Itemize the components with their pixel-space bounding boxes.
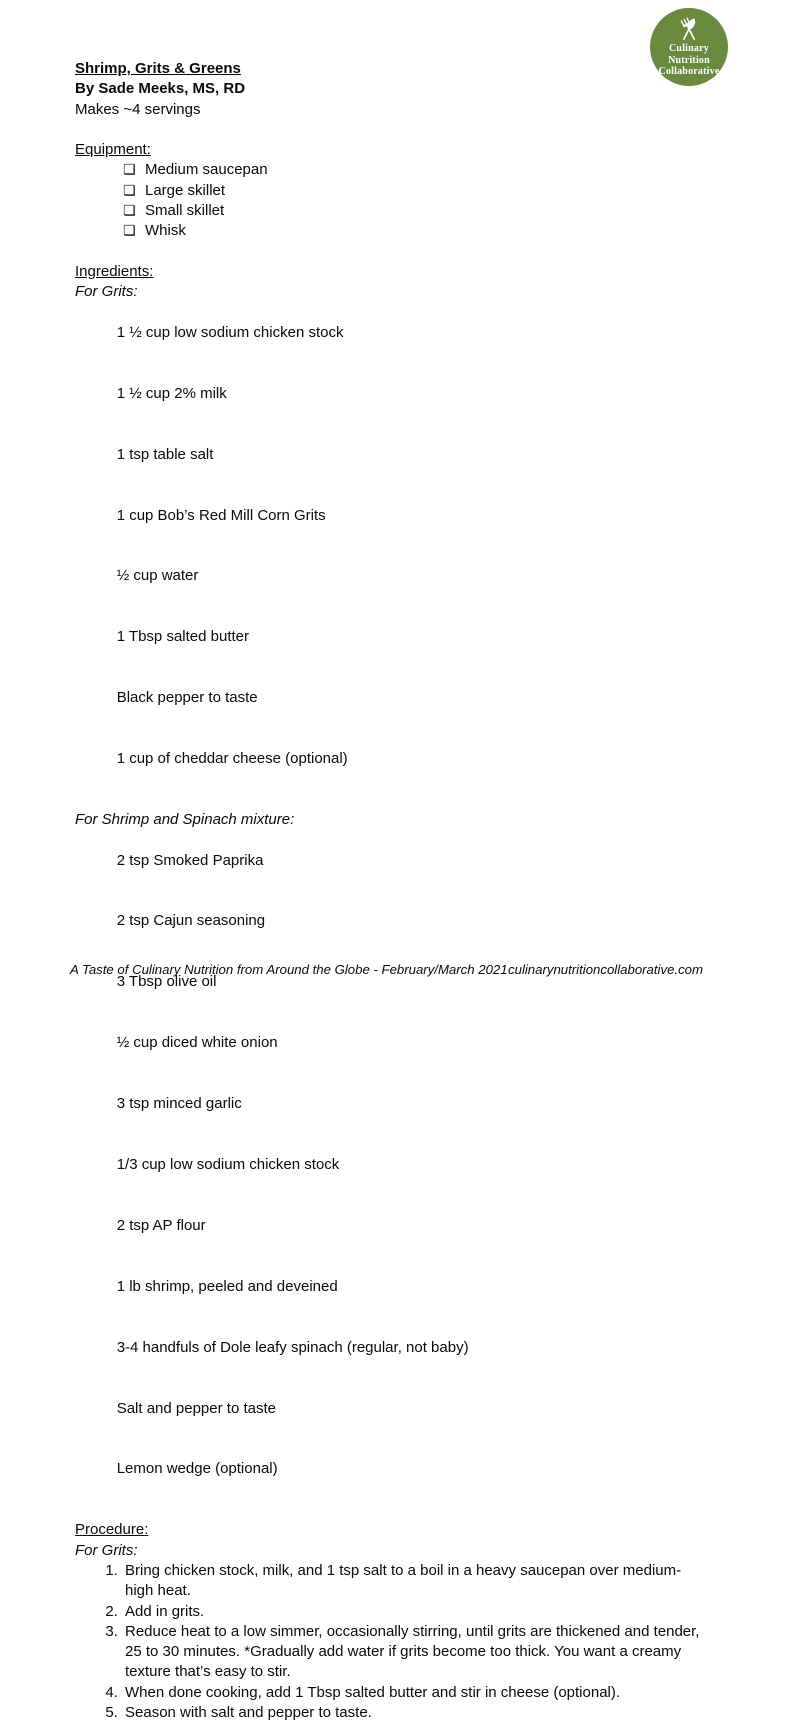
checkbox-icon: ❏ — [123, 182, 136, 199]
footer-website-url: culinarynutritioncollaborative.com — [508, 962, 703, 977]
page-footer — [70, 961, 703, 978]
procedure-step-text: Reduce heat to a low simmer, occasionally stirring, until grits are thickened and tender, 25 to 30 minutes. *Gradually add water if grits become too thick. You want a creamy texture that’s easy to stir. — [125, 1622, 700, 1681]
ingredient-text: ½ cup water — [116, 567, 199, 585]
ingredient-text: ½ cup diced white onion — [116, 1034, 278, 1052]
ingredients-shrimp-list — [75, 830, 703, 1500]
equipment-item — [75, 160, 703, 180]
footer-newsletter-title: A Taste of Culinary Nutrition from Around the Globe - February/March 2021 — [70, 962, 508, 977]
equipment-list — [75, 160, 703, 241]
ingredients-shrimp-subheading: For Shrimp and Spinach mixture: — [75, 810, 295, 828]
ingredients-heading: Ingredients: — [75, 262, 154, 280]
procedure-step — [122, 1683, 703, 1703]
equipment-heading: Equipment: — [75, 141, 151, 159]
procedure-heading: Procedure: — [75, 1521, 149, 1539]
procedure-step-text: Bring chicken stock, milk, and 1 tsp salt to a boil in a heavy saucepan over medium-high heat. — [125, 1561, 682, 1600]
equipment-item-label: Medium saucepan — [145, 161, 268, 179]
procedure-subheading: For Grits: — [75, 1541, 138, 1559]
ingredient-text: 2 tsp Cajun seasoning — [116, 912, 266, 930]
ingredient-text: 1 cup Bob’s Red Mill Corn Grits — [116, 506, 326, 524]
procedure-step — [122, 1602, 703, 1622]
ingredient-item — [75, 1135, 703, 1196]
ingredient-text: 1 cup of cheddar cheese (optional) — [116, 750, 348, 768]
equipment-item — [75, 201, 703, 221]
recipe-servings: Makes ~4 servings — [75, 100, 201, 118]
logo-text-line: Culinary — [669, 43, 709, 54]
ingredient-item — [75, 546, 703, 607]
procedure-step-text: When done cooking, add 1 Tbsp salted butter and stir in cheese (optional). — [125, 1683, 621, 1701]
checkbox-icon: ❏ — [123, 203, 136, 220]
ingredient-item — [75, 1074, 703, 1135]
procedure-step-text: Season with salt and pepper to taste. — [125, 1704, 372, 1722]
ingredient-item — [75, 485, 703, 546]
procedure-steps-list — [75, 1561, 703, 1723]
ingredient-item — [75, 424, 703, 485]
ingredient-text: 1 ½ cup 2% milk — [116, 384, 227, 402]
ingredients-grits-list — [75, 303, 703, 790]
ingredient-item — [75, 363, 703, 424]
ingredient-item — [75, 303, 703, 364]
ingredient-text: 1/3 cup low sodium chicken stock — [116, 1156, 340, 1174]
ingredient-text: 1 Tbsp salted butter — [116, 628, 249, 646]
ingredient-item — [75, 830, 703, 891]
ingredient-text: 1 lb shrimp, peeled and deveined — [116, 1277, 338, 1295]
equipment-item-label: Large skillet — [145, 181, 226, 199]
ingredient-item — [75, 891, 703, 952]
ingredient-text: Black pepper to taste — [116, 689, 258, 707]
ingredient-item — [75, 1013, 703, 1074]
equipment-item — [75, 221, 703, 241]
ingredients-grits-subheading: For Grits: — [75, 283, 138, 301]
ingredient-text: 3 Tbsp olive oil — [116, 973, 217, 991]
ingredient-text: 2 tsp Smoked Paprika — [116, 851, 264, 869]
checkbox-icon: ❏ — [123, 223, 136, 240]
recipe-title: Shrimp, Grits & Greens — [75, 60, 241, 77]
recipe-content — [75, 59, 703, 1723]
ingredient-text: 1 ½ cup low sodium chicken stock — [116, 323, 344, 341]
procedure-step — [122, 1561, 703, 1602]
procedure-step-text: Add in grits. — [125, 1602, 205, 1620]
crossed-leaf-and-fork-icon — [675, 16, 703, 42]
ingredient-item — [75, 1317, 703, 1378]
equipment-item-label: Small skillet — [145, 202, 225, 220]
ingredient-text: 2 tsp AP flour — [116, 1216, 206, 1234]
ingredient-item — [75, 1257, 703, 1318]
ingredient-text: Salt and pepper to taste — [116, 1399, 276, 1417]
logo-text-line: Nutrition — [668, 54, 710, 66]
procedure-step — [122, 1622, 703, 1683]
ingredient-item — [75, 1439, 703, 1500]
ingredient-text: Lemon wedge (optional) — [116, 1460, 278, 1478]
recipe-byline: By Sade Meeks, MS, RD — [75, 80, 246, 98]
ingredient-item — [75, 729, 703, 790]
checkbox-icon: ❏ — [123, 162, 136, 179]
equipment-item-label: Whisk — [145, 222, 186, 240]
ingredient-item — [75, 1196, 703, 1257]
procedure-step — [122, 1703, 703, 1723]
ingredient-item — [75, 607, 703, 668]
ingredient-item — [75, 668, 703, 729]
ingredient-text: 3-4 handfuls of Dole leafy spinach (regular, not baby) — [116, 1338, 469, 1356]
ingredient-text: 3 tsp minced garlic — [116, 1095, 242, 1113]
ingredient-text: 1 tsp table salt — [116, 445, 214, 463]
logo-text-line: Collaborative — [658, 66, 720, 77]
equipment-item — [75, 181, 703, 201]
ingredient-item — [75, 1378, 703, 1439]
